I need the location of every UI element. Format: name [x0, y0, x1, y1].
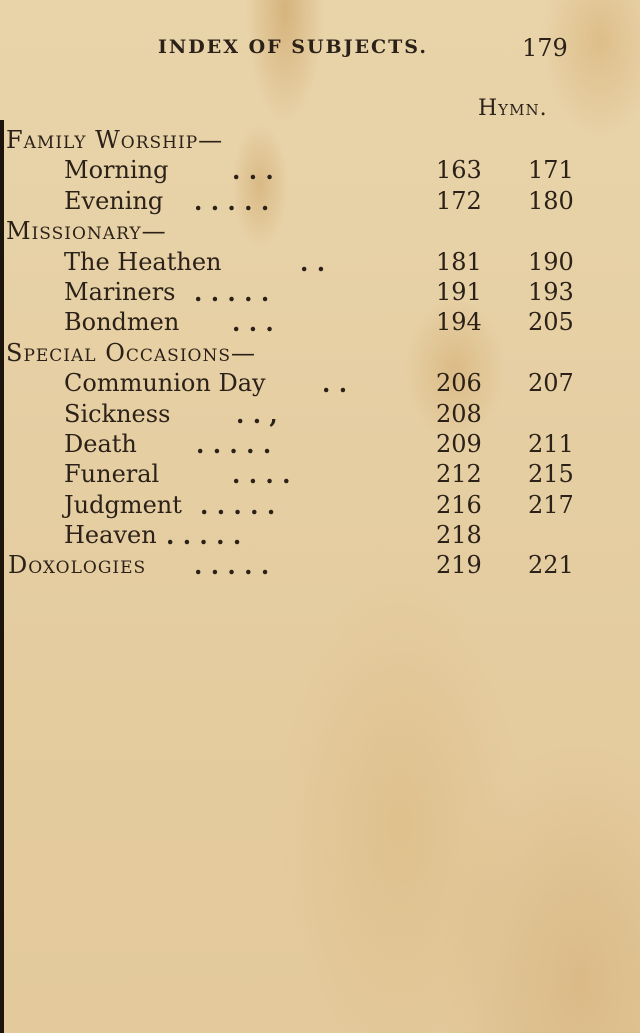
leader-dots: . . . . . [200, 490, 276, 520]
running-head-title: INDEX OF SUBJECTS. [158, 36, 428, 58]
leader-dots: . . . [232, 156, 274, 186]
entry-label: Heaven [64, 521, 157, 550]
leader-dots: . . . [232, 308, 274, 338]
index-entry [0, 549, 640, 579]
hymn-end: 207 [528, 369, 574, 398]
leader-dots: . . [322, 369, 348, 399]
index-heading [0, 124, 640, 154]
running-head [0, 34, 640, 64]
hymn-start: 181 [436, 247, 482, 276]
index-entry [0, 276, 640, 306]
leader-dots: . . . . . [196, 429, 272, 459]
heading-label: Family Worship— [6, 126, 224, 154]
index-entry [0, 489, 640, 519]
index-entry [0, 458, 640, 488]
entry-label: Funeral [64, 460, 160, 489]
leader-dots: . . [300, 247, 326, 277]
leader-dots: . . . . . [194, 551, 270, 581]
entry-label: Death [64, 429, 137, 458]
hymn-column-header: Hymn. [478, 96, 548, 121]
hymn-start: 216 [436, 490, 482, 519]
entry-label: Communion Day [64, 369, 266, 398]
leader-dots: . . . . . [194, 277, 270, 307]
index-heading [0, 337, 640, 367]
hymn-end: 211 [528, 429, 574, 458]
index-entry [0, 185, 640, 215]
hymn-start: 208 [436, 399, 482, 428]
hymn-end: 180 [528, 186, 574, 215]
hymn-start: 219 [436, 551, 482, 580]
hymn-end: 215 [528, 460, 574, 489]
hymn-start: 212 [436, 460, 482, 489]
leader-dots: . . . . . [194, 186, 270, 216]
hymn-start: 172 [436, 186, 482, 215]
entry-label: Mariners [64, 277, 176, 306]
index-entry [0, 367, 640, 397]
entry-label: Sickness [64, 399, 171, 428]
index-entry [0, 519, 640, 549]
entry-label: Morning [64, 156, 169, 185]
hymn-start: 206 [436, 369, 482, 398]
page-number: 179 [522, 34, 568, 62]
leader-dots: . . . . . [166, 521, 242, 551]
entry-label: Judgment [64, 490, 182, 519]
hymn-start: 191 [436, 277, 482, 306]
hymn-end: 205 [528, 308, 574, 337]
index-entry [0, 246, 640, 276]
hymn-start: 218 [436, 521, 482, 550]
index-entry [0, 306, 640, 336]
index-heading [0, 215, 640, 245]
subject-index [0, 124, 640, 580]
hymn-end: 190 [528, 247, 574, 276]
hymn-end: 171 [528, 156, 574, 185]
hymn-end: 221 [528, 551, 574, 580]
index-entry [0, 428, 640, 458]
leader-dots: . . . . [232, 460, 291, 490]
entry-label: Bondmen [64, 308, 180, 337]
hymn-start: 194 [436, 308, 482, 337]
hymn-start: 209 [436, 429, 482, 458]
leader-dots: . . , [236, 399, 278, 429]
heading-label: Special Occasions— [6, 338, 256, 367]
entry-label: Evening [64, 186, 164, 215]
index-entry [0, 398, 640, 428]
entry-label: Doxologies [8, 551, 147, 580]
hymn-end: 217 [528, 490, 574, 519]
index-entry [0, 154, 640, 184]
hymn-start: 163 [436, 156, 482, 185]
entry-label: The Heathen [64, 247, 222, 276]
hymn-end: 193 [528, 277, 574, 306]
heading-label: Missionary— [6, 217, 167, 246]
